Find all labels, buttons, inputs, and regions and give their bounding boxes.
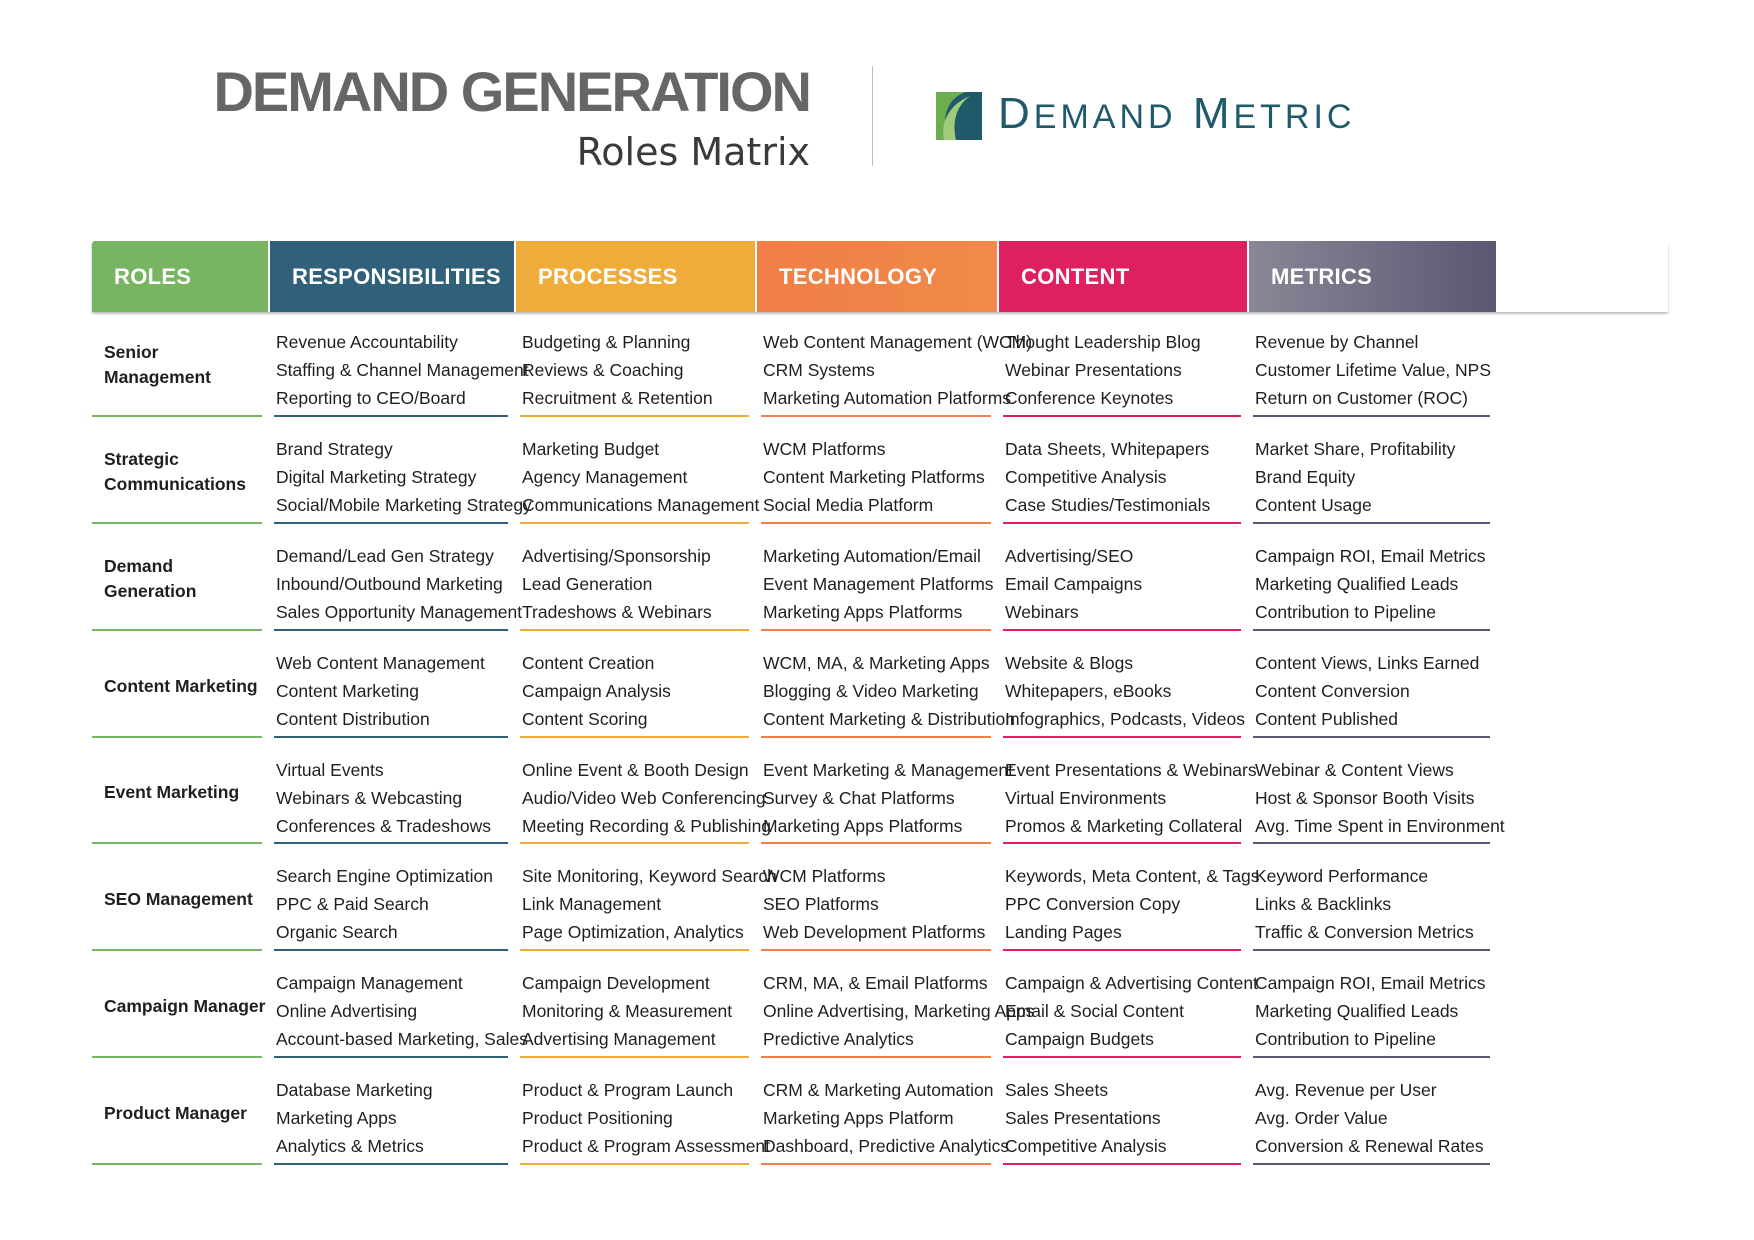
responsibilities-item: Search Engine Optimization [276, 866, 493, 887]
responsibilities-item: Revenue Accountability [276, 332, 458, 352]
header-metrics: METRICS [1247, 241, 1496, 312]
processes-item: Meeting Recording & Publishing [522, 815, 772, 836]
technology-item: Web Content Management (WCM) [763, 332, 1033, 352]
demand-metric-logo-icon [936, 92, 982, 140]
processes-item: Online Event & Booth Design [522, 759, 749, 780]
responsibilities-cell [268, 740, 514, 847]
content-item: Event Presentations & Webinars [1005, 759, 1257, 780]
processes-item: Product & Program Launch [522, 1080, 734, 1101]
responsibilities-item: Content Marketing [276, 680, 419, 701]
technology-item: Content Marketing Platforms [763, 466, 985, 487]
responsibilities-item: Staffing & Channel Management [276, 360, 529, 380]
content-item: Promos & Marketing Collateral [1005, 815, 1243, 836]
metrics-item: Revenue by Channel [1255, 332, 1419, 352]
brand-initial-m: M [1192, 89, 1234, 138]
brand-logo [936, 90, 1355, 141]
content-cell [997, 419, 1247, 526]
content-cell [997, 740, 1257, 847]
matrix-header [92, 241, 1668, 312]
processes-cell [514, 1060, 771, 1167]
processes-item: Monitoring & Measurement [522, 1001, 733, 1022]
processes-cell [514, 740, 772, 847]
technology-item: CRM & Marketing Automation [763, 1080, 994, 1101]
technology-item: Social Media Platform [763, 494, 934, 515]
responsibilities-item: Social/Mobile Marketing Strategy [276, 494, 532, 515]
technology-cell [755, 419, 997, 526]
technology-cell [755, 633, 1015, 740]
matrix-row [92, 1060, 1668, 1167]
processes-cell [514, 312, 755, 419]
technology-item: Dashboard, Predictive Analytics [763, 1136, 1010, 1157]
processes-item: Product Positioning [522, 1108, 673, 1129]
metrics-item: Content Usage [1255, 494, 1372, 515]
brand-initial-d: D [998, 89, 1034, 138]
responsibilities-item: Web Content Management [276, 652, 485, 673]
matrix-row [92, 740, 1668, 847]
metrics-cell [1247, 740, 1505, 847]
header-divider [872, 66, 873, 166]
content-item: Infographics, Podcasts, Videos [1005, 708, 1245, 729]
responsibilities-item: Database Marketing [276, 1080, 433, 1101]
content-item: Conference Keynotes [1005, 388, 1174, 408]
technology-cell [755, 312, 1033, 419]
technology-item: Content Marketing & Distribution [763, 708, 1015, 729]
processes-item: Advertising Management [522, 1029, 716, 1050]
responsibilities-item: Organic Search [276, 922, 398, 943]
metrics-item: Contribution to Pipeline [1255, 1029, 1436, 1050]
responsibilities-item: Demand/Lead Gen Strategy [276, 545, 494, 566]
responsibilities-cell [268, 846, 514, 953]
metrics-item: Keyword Performance [1255, 866, 1429, 887]
processes-item: Link Management [522, 894, 662, 915]
title-block [150, 62, 810, 176]
technology-item: Online Advertising, Marketing Apps [763, 1001, 1035, 1022]
content-item: Campaign & Advertising Content [1005, 973, 1258, 994]
content-item: Data Sheets, Whitepapers [1005, 438, 1210, 459]
metrics-item: Campaign ROI, Email Metrics [1255, 973, 1486, 994]
content-item: PPC Conversion Copy [1005, 894, 1181, 915]
technology-item: Survey & Chat Platforms [763, 787, 955, 808]
content-cell [997, 526, 1247, 633]
header-responsibilities: RESPONSIBILITIES [268, 241, 514, 312]
processes-item: Site Monitoring, Keyword Search [522, 866, 777, 887]
processes-item: Audio/Video Web Conferencing [522, 787, 766, 808]
responsibilities-item: Campaign Management [276, 973, 463, 994]
metrics-item: Market Share, Profitability [1255, 438, 1456, 459]
role-name: Demand Generation [92, 526, 268, 633]
processes-item: Budgeting & Planning [522, 332, 691, 352]
content-cell [997, 953, 1258, 1060]
responsibilities-cell [268, 312, 529, 419]
page-subtitle: Roles Matrix [576, 130, 810, 174]
responsibilities-cell [268, 419, 532, 526]
responsibilities-item: Marketing Apps [276, 1108, 397, 1129]
processes-item: Content Creation [522, 652, 655, 673]
content-item: Keywords, Meta Content, & Tags [1005, 866, 1260, 887]
content-cell [997, 312, 1247, 419]
technology-item: Marketing Apps Platforms [763, 601, 963, 622]
responsibilities-item: Sales Opportunity Management [276, 601, 523, 622]
content-item: Case Studies/Testimonials [1005, 494, 1211, 515]
content-item: Sales Presentations [1005, 1108, 1161, 1129]
matrix-row [92, 846, 1668, 953]
responsibilities-item: Inbound/Outbound Marketing [276, 573, 503, 594]
content-item: Virtual Environments [1005, 787, 1167, 808]
page-title: DEMAND GENERATION [213, 60, 810, 123]
processes-cell [514, 419, 760, 526]
metrics-item: Content Published [1255, 708, 1399, 729]
technology-item: SEO Platforms [763, 894, 879, 915]
technology-cell [755, 953, 1035, 1060]
role-name: Senior Management [92, 312, 268, 419]
responsibilities-item: Webinars & Webcasting [276, 787, 463, 808]
brand-name [998, 90, 1355, 141]
header-roles: ROLES [92, 241, 268, 312]
processes-item: Marketing Budget [522, 438, 660, 459]
technology-item: CRM Systems [763, 360, 875, 380]
content-item: Whitepapers, eBooks [1005, 680, 1172, 701]
processes-item: Recruitment & Retention [522, 388, 713, 408]
responsibilities-cell [268, 953, 528, 1060]
matrix-row [92, 953, 1668, 1060]
technology-cell [755, 526, 997, 633]
responsibilities-cell [268, 526, 523, 633]
metrics-item: Campaign ROI, Email Metrics [1255, 545, 1486, 566]
processes-cell [514, 526, 755, 633]
responsibilities-item: Content Distribution [276, 708, 430, 729]
content-item: Webinar Presentations [1005, 360, 1182, 380]
metrics-item: Marketing Qualified Leads [1255, 1001, 1459, 1022]
processes-item: Agency Management [522, 466, 688, 487]
role-name: Strategic Communications [92, 419, 268, 526]
brand-rest-emand: EMAND [1033, 98, 1177, 136]
metrics-cell [1247, 846, 1496, 953]
role-name: Product Manager [92, 1060, 268, 1167]
matrix-row [92, 312, 1668, 419]
metrics-item: Traffic & Conversion Metrics [1255, 922, 1474, 943]
content-cell [997, 633, 1247, 740]
technology-item: Marketing Automation Platforms [763, 388, 1012, 408]
matrix-row [92, 526, 1668, 633]
responsibilities-item: Account-based Marketing, Sales [276, 1029, 528, 1050]
responsibilities-item: PPC & Paid Search [276, 894, 429, 915]
content-cell [997, 846, 1260, 953]
metrics-item: Links & Backlinks [1255, 894, 1392, 915]
processes-item: Campaign Development [522, 973, 710, 994]
metrics-item: Host & Sponsor Booth Visits [1255, 787, 1475, 808]
responsibilities-cell [268, 633, 514, 740]
role-name: Campaign Manager [92, 953, 268, 1060]
metrics-item: Avg. Time Spent in Environment [1255, 815, 1505, 836]
content-item: Sales Sheets [1005, 1080, 1109, 1101]
content-item: Email Campaigns [1005, 573, 1143, 594]
technology-item: Marketing Apps Platforms [763, 815, 963, 836]
content-item: Advertising/SEO [1005, 545, 1134, 566]
role-name: SEO Management [92, 846, 268, 953]
content-item: Email & Social Content [1005, 1001, 1184, 1022]
technology-item: Blogging & Video Marketing [763, 680, 979, 701]
processes-item: Advertising/Sponsorship [522, 545, 711, 566]
technology-item: WCM Platforms [763, 866, 886, 887]
matrix-row [92, 419, 1668, 526]
processes-item: Reviews & Coaching [522, 360, 684, 380]
technology-item: CRM, MA, & Email Platforms [763, 973, 988, 994]
content-item: Campaign Budgets [1005, 1029, 1154, 1050]
responsibilities-item: Virtual Events [276, 759, 384, 780]
metrics-item: Content Conversion [1255, 680, 1410, 701]
processes-cell [514, 633, 755, 740]
metrics-item: Contribution to Pipeline [1255, 601, 1436, 622]
matrix-body [92, 312, 1668, 1167]
processes-item: Campaign Analysis [522, 680, 671, 701]
responsibilities-item: Online Advertising [276, 1001, 418, 1022]
processes-item: Lead Generation [522, 573, 653, 594]
processes-item: Communications Management [522, 494, 760, 515]
metrics-cell [1247, 1060, 1496, 1167]
technology-item: WCM, MA, & Marketing Apps [763, 652, 990, 673]
header-content: CONTENT [997, 241, 1247, 312]
metrics-item: Avg. Order Value [1255, 1108, 1388, 1129]
metrics-item: Avg. Revenue per User [1255, 1080, 1437, 1101]
processes-cell [514, 953, 755, 1060]
metrics-cell [1247, 526, 1496, 633]
responsibilities-item: Brand Strategy [276, 438, 393, 459]
content-item: Landing Pages [1005, 922, 1122, 943]
processes-item: Content Scoring [522, 708, 648, 729]
processes-item: Tradeshows & Webinars [522, 601, 712, 622]
technology-item: Predictive Analytics [763, 1029, 914, 1050]
processes-item: Product & Program Assessment [522, 1136, 771, 1157]
metrics-cell [1247, 633, 1496, 740]
technology-cell [755, 740, 1013, 847]
role-name: Content Marketing [92, 633, 268, 740]
responsibilities-item: Conferences & Tradeshows [276, 815, 491, 836]
brand-rest-etric: ETRIC [1233, 98, 1356, 136]
processes-item: Page Optimization, Analytics [522, 922, 744, 943]
metrics-item: Customer Lifetime Value, NPS [1255, 360, 1492, 380]
metrics-cell [1247, 953, 1496, 1060]
matrix-row [92, 633, 1668, 740]
metrics-cell [1247, 312, 1496, 419]
content-item: Competitive Analysis [1005, 466, 1167, 487]
responsibilities-item: Digital Marketing Strategy [276, 466, 477, 487]
responsibilities-item: Analytics & Metrics [276, 1136, 424, 1157]
metrics-cell [1247, 419, 1496, 526]
metrics-item: Conversion & Renewal Rates [1255, 1136, 1484, 1157]
metrics-item: Marketing Qualified Leads [1255, 573, 1459, 594]
technology-item: Event Marketing & Management [763, 759, 1013, 780]
content-item: Webinars [1005, 601, 1079, 622]
header-technology: TECHNOLOGY [755, 241, 997, 312]
technology-cell [755, 1060, 1010, 1167]
responsibilities-item: Reporting to CEO/Board [276, 388, 466, 408]
content-item: Competitive Analysis [1005, 1136, 1167, 1157]
technology-item: Marketing Automation/Email [763, 545, 981, 566]
technology-cell [755, 846, 997, 953]
content-item: Thought Leadership Blog [1005, 332, 1201, 352]
roles-matrix [92, 241, 1668, 1167]
technology-item: WCM Platforms [763, 438, 886, 459]
content-item: Website & Blogs [1005, 652, 1134, 673]
technology-item: Web Development Platforms [763, 922, 986, 943]
technology-item: Marketing Apps Platform [763, 1108, 954, 1129]
metrics-item: Content Views, Links Earned [1255, 652, 1480, 673]
metrics-item: Return on Customer (ROC) [1255, 388, 1468, 408]
role-name: Event Marketing [92, 740, 268, 847]
content-cell [997, 1060, 1247, 1167]
metrics-item: Webinar & Content Views [1255, 759, 1454, 780]
metrics-item: Brand Equity [1255, 466, 1356, 487]
technology-item: Event Management Platforms [763, 573, 994, 594]
header-processes: PROCESSES [514, 241, 755, 312]
responsibilities-cell [268, 1060, 514, 1167]
processes-cell [514, 846, 777, 953]
